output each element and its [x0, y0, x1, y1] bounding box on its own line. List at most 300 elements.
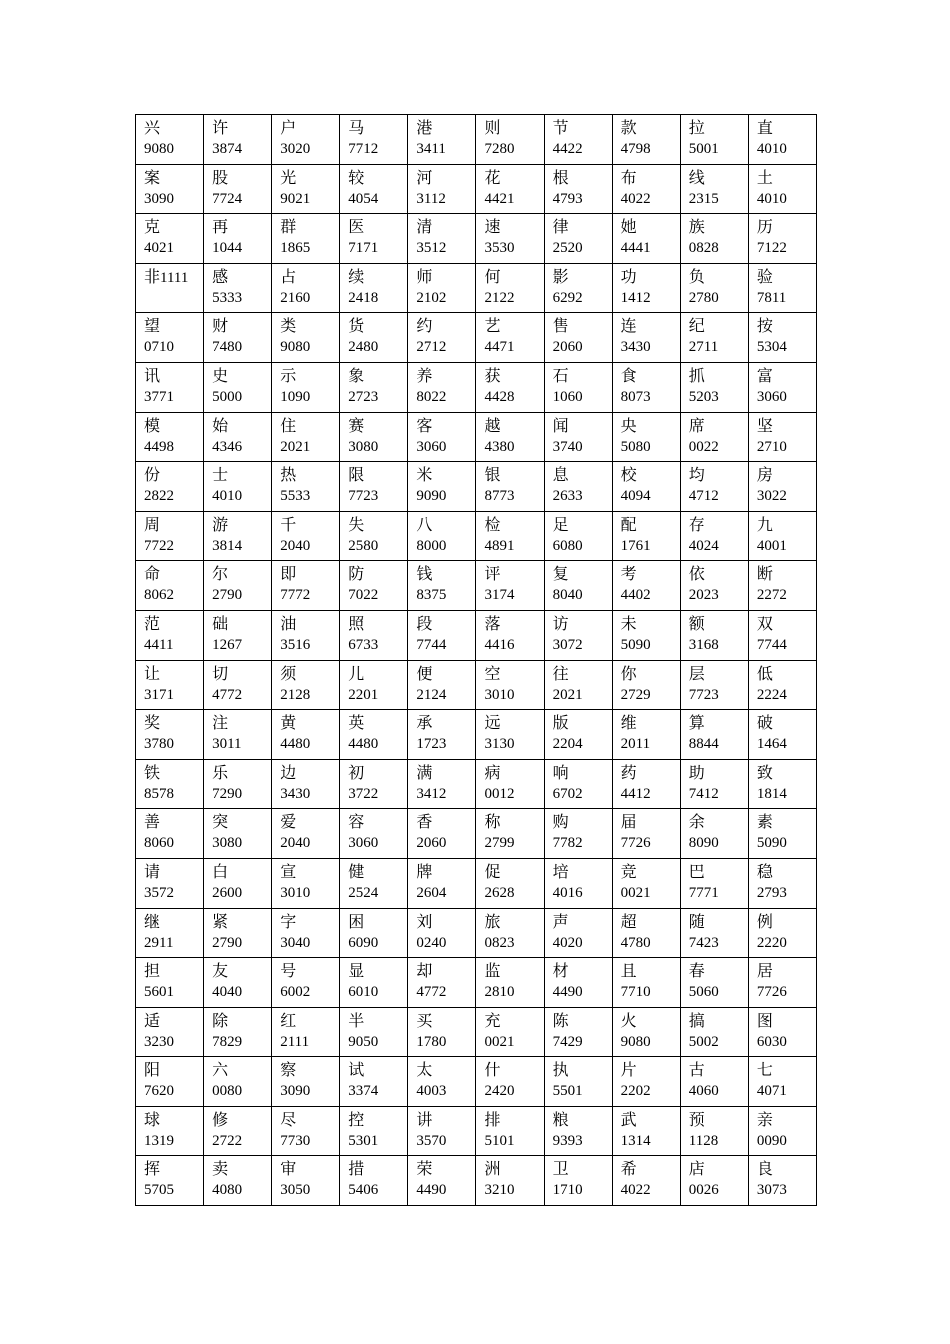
telegraph-code: 8578 [144, 785, 174, 802]
character: 钱 [416, 564, 433, 584]
table-row [136, 1007, 817, 1057]
table-cell [476, 908, 544, 958]
table-cell [476, 412, 544, 462]
telegraph-code: 1090 [280, 388, 311, 405]
table-cell [544, 412, 612, 462]
table-cell [748, 759, 816, 809]
telegraph-code: 5333 [212, 289, 243, 306]
telegraph-code: 6010 [348, 984, 379, 1001]
telegraph-code: 9080 [620, 1033, 651, 1050]
table-cell [136, 362, 204, 412]
character: 响 [552, 762, 569, 782]
character: 英 [348, 713, 365, 733]
table-cell [136, 1007, 204, 1057]
table-cell [272, 1057, 340, 1107]
table-cell [680, 858, 748, 908]
table-cell [544, 610, 612, 660]
table-cell [544, 1156, 612, 1206]
telegraph-code: 4428 [484, 388, 515, 405]
character: 房 [756, 465, 773, 485]
table-cell [136, 1106, 204, 1156]
table-cell [408, 1007, 476, 1057]
telegraph-code: 2011 [620, 736, 651, 753]
table-cell [204, 561, 272, 611]
character: 算 [688, 713, 705, 733]
character: 紧 [212, 911, 229, 931]
telegraph-code: 1723 [416, 736, 447, 753]
table-row [136, 610, 817, 660]
telegraph-code: 1319 [144, 1132, 174, 1149]
telegraph-code: 7710 [620, 984, 651, 1001]
table-cell [544, 660, 612, 710]
telegraph-code: 2633 [552, 488, 583, 505]
telegraph-code: 4441 [620, 240, 651, 257]
telegraph-code: 3080 [348, 438, 379, 455]
character: 武 [620, 1109, 637, 1129]
telegraph-code: 3411 [416, 141, 446, 157]
table-cell [136, 412, 204, 462]
character: 洲 [484, 1159, 501, 1179]
character: 执 [552, 1060, 569, 1080]
table-cell [612, 809, 680, 859]
table-cell [680, 1156, 748, 1206]
table-cell [136, 809, 204, 859]
table-cell [340, 214, 408, 264]
telegraph-code: 4080 [212, 1182, 243, 1199]
telegraph-code: 9021 [280, 190, 311, 207]
table-cell [476, 214, 544, 264]
character: 你 [620, 663, 637, 683]
telegraph-code: 7480 [212, 339, 243, 356]
character: 病 [484, 762, 501, 782]
character: 份 [144, 465, 161, 485]
table-row [136, 908, 817, 958]
telegraph-code: 2124 [416, 686, 447, 703]
table-cell [476, 759, 544, 809]
table-cell [612, 1057, 680, 1107]
table-cell [340, 115, 408, 165]
character: 光 [280, 167, 297, 187]
character: 获 [484, 365, 501, 385]
table-cell [408, 908, 476, 958]
table-cell [544, 561, 612, 611]
table-cell [612, 1007, 680, 1057]
telegraph-code: 1267 [212, 636, 243, 653]
telegraph-code: 3060 [756, 388, 787, 405]
telegraph-code: 4003 [416, 1083, 447, 1100]
table-cell [408, 214, 476, 264]
table-cell [136, 610, 204, 660]
table-row [136, 1156, 817, 1206]
character: 火 [620, 1010, 637, 1030]
telegraph-code: 3168 [688, 636, 719, 653]
character: 余 [688, 812, 705, 832]
telegraph-code: 2790 [212, 934, 243, 951]
character: 功 [620, 266, 637, 286]
table-cell [476, 313, 544, 363]
telegraph-code: 8022 [416, 388, 447, 405]
table-cell [544, 214, 612, 264]
telegraph-code: 8060 [144, 835, 174, 852]
table-cell [476, 958, 544, 1008]
code-table [135, 114, 817, 1206]
telegraph-code: 6030 [756, 1033, 787, 1050]
telegraph-code: 7771 [688, 884, 719, 901]
character: 讲 [416, 1109, 433, 1129]
character: 远 [484, 713, 501, 733]
table-cell [340, 908, 408, 958]
character: 类 [280, 316, 297, 336]
telegraph-code: 2793 [756, 884, 787, 901]
table-cell [612, 263, 680, 313]
character: 荣 [416, 1159, 433, 1179]
character: 稳 [756, 861, 773, 881]
code-table-body [136, 115, 817, 1206]
character: 土 [756, 167, 773, 187]
table-cell [748, 462, 816, 512]
character: 油 [280, 613, 297, 633]
table-cell [680, 412, 748, 462]
table-cell [136, 660, 204, 710]
table-cell [476, 660, 544, 710]
telegraph-code: 4480 [348, 736, 379, 753]
telegraph-code: 2822 [144, 488, 174, 505]
telegraph-code: 3090 [144, 190, 174, 207]
character: 春 [688, 961, 705, 981]
table-cell [340, 462, 408, 512]
character: 且 [620, 961, 637, 981]
telegraph-code: 9393 [552, 1132, 583, 1149]
telegraph-code: 4793 [552, 190, 583, 207]
telegraph-code: 3080 [212, 835, 243, 852]
character: 层 [688, 663, 705, 683]
character: 六 [212, 1060, 229, 1080]
character: 赛 [348, 415, 365, 435]
table-cell [408, 710, 476, 760]
telegraph-code: 3780 [144, 736, 174, 753]
telegraph-code: 1128 [688, 1132, 719, 1149]
telegraph-code: 4772 [416, 984, 447, 1001]
character: 游 [212, 514, 229, 534]
character: 案 [144, 167, 161, 187]
table-cell [408, 610, 476, 660]
telegraph-code: 2040 [280, 537, 311, 554]
telegraph-code: 2023 [688, 587, 719, 604]
table-cell [612, 858, 680, 908]
telegraph-code: 3011 [212, 736, 242, 753]
telegraph-code: 9080 [144, 141, 174, 157]
character: 访 [552, 613, 569, 633]
telegraph-code: 6733 [348, 636, 379, 653]
telegraph-code: 7620 [144, 1083, 174, 1100]
table-cell [340, 313, 408, 363]
telegraph-code: 7811 [756, 289, 787, 306]
telegraph-code: 3020 [280, 141, 311, 157]
character: 越 [484, 415, 501, 435]
character: 届 [620, 812, 637, 832]
telegraph-code: 0021 [484, 1033, 515, 1050]
telegraph-code: 2102 [416, 289, 447, 306]
telegraph-code: 7730 [280, 1132, 311, 1149]
table-row [136, 115, 817, 165]
table-row [136, 958, 817, 1008]
character: 培 [552, 861, 569, 881]
table-cell [612, 462, 680, 512]
telegraph-code: 2524 [348, 884, 379, 901]
table-cell [272, 1007, 340, 1057]
table-cell [612, 610, 680, 660]
character: 察 [280, 1060, 297, 1080]
table-cell [272, 958, 340, 1008]
table-cell [612, 115, 680, 165]
table-cell [272, 759, 340, 809]
table-cell [204, 1106, 272, 1156]
table-cell [340, 809, 408, 859]
table-cell [748, 313, 816, 363]
table-cell [204, 263, 272, 313]
telegraph-code: 6292 [552, 289, 583, 306]
character: 购 [552, 812, 569, 832]
telegraph-code: 2729 [620, 686, 651, 703]
character: 字 [280, 911, 297, 931]
character: 货 [348, 316, 365, 336]
table-cell [272, 214, 340, 264]
character: 香 [416, 812, 433, 832]
telegraph-code: 4016 [552, 884, 583, 901]
table-cell [544, 511, 612, 561]
table-cell [136, 164, 204, 214]
telegraph-code: 8062 [144, 587, 174, 604]
table-cell [408, 809, 476, 859]
telegraph-code: 4891 [484, 537, 515, 554]
character: 低 [756, 663, 773, 683]
table-cell [748, 908, 816, 958]
telegraph-code: 0026 [688, 1182, 719, 1199]
character: 半 [348, 1010, 365, 1030]
table-cell [680, 660, 748, 710]
table-cell [612, 511, 680, 561]
table-row [136, 660, 817, 710]
character: 讯 [144, 365, 161, 385]
table-cell [748, 412, 816, 462]
telegraph-code: 3530 [484, 240, 515, 257]
character: 空 [484, 663, 501, 683]
character: 爱 [280, 812, 297, 832]
telegraph-code: 7772 [280, 587, 311, 604]
character: 什 [484, 1060, 501, 1080]
telegraph-code: 4416 [484, 636, 515, 653]
telegraph-code: 2604 [416, 884, 447, 901]
table-cell [204, 710, 272, 760]
table-cell [544, 809, 612, 859]
table-cell [272, 115, 340, 165]
character: 助 [688, 762, 705, 782]
character: 卖 [212, 1159, 229, 1179]
table-cell [408, 164, 476, 214]
character: 售 [552, 316, 569, 336]
character: 素 [756, 812, 773, 832]
table-cell [680, 313, 748, 363]
table-cell [340, 561, 408, 611]
table-cell [408, 1156, 476, 1206]
telegraph-code: 2722 [212, 1132, 243, 1149]
character: 断 [756, 564, 773, 584]
telegraph-code: 0823 [484, 934, 515, 951]
telegraph-code: 8090 [688, 835, 719, 852]
telegraph-code: 4498 [144, 438, 174, 455]
telegraph-code: 3040 [280, 934, 311, 951]
telegraph-code: 7423 [688, 934, 719, 951]
table-row [136, 263, 817, 313]
telegraph-code: 8844 [688, 736, 719, 753]
character: 版 [552, 713, 569, 733]
character: 满 [416, 762, 433, 782]
character: 按 [756, 316, 773, 336]
table-cell [544, 115, 612, 165]
telegraph-code: 6002 [280, 984, 311, 1001]
telegraph-code: 4054 [348, 190, 379, 207]
table-cell [612, 1156, 680, 1206]
table-cell [272, 511, 340, 561]
telegraph-code: 3112 [416, 190, 446, 207]
table-cell [748, 1106, 816, 1156]
character: 考 [620, 564, 637, 584]
table-cell [612, 561, 680, 611]
table-cell [136, 958, 204, 1008]
table-cell [680, 759, 748, 809]
character: 律 [552, 217, 569, 237]
telegraph-code: 4422 [552, 141, 583, 157]
telegraph-code: 2111 [280, 1033, 310, 1050]
character: 础 [212, 613, 229, 633]
table-cell [136, 1057, 204, 1107]
telegraph-code: 5304 [756, 339, 787, 356]
character: 困 [348, 911, 365, 931]
table-cell [408, 511, 476, 561]
character: 银 [484, 465, 501, 485]
telegraph-code: 4020 [552, 934, 583, 951]
telegraph-code: 5101 [484, 1132, 515, 1149]
table-cell [272, 660, 340, 710]
telegraph-code: 3060 [348, 835, 379, 852]
character: 较 [348, 167, 365, 187]
character: 始 [212, 415, 229, 435]
table-row [136, 164, 817, 214]
character: 图 [756, 1010, 773, 1030]
telegraph-code: 7723 [688, 686, 719, 703]
character: 感 [212, 266, 229, 286]
character: 巴 [688, 861, 705, 881]
character: 财 [212, 316, 229, 336]
telegraph-code: 4346 [212, 438, 243, 455]
table-cell [544, 263, 612, 313]
character: 铁 [144, 762, 161, 782]
character: 挥 [144, 1159, 161, 1179]
table-cell [340, 412, 408, 462]
table-cell [204, 412, 272, 462]
table-cell [340, 610, 408, 660]
character: 维 [620, 713, 637, 733]
character: 促 [484, 861, 501, 881]
table-cell [204, 759, 272, 809]
table-cell [680, 115, 748, 165]
character: 非 [144, 266, 161, 286]
character: 声 [552, 911, 569, 931]
table-row [136, 214, 817, 264]
telegraph-code: 0828 [688, 240, 719, 257]
telegraph-code: 7022 [348, 587, 379, 604]
telegraph-code: 2799 [484, 835, 515, 852]
character: 八 [416, 514, 433, 534]
telegraph-code: 1412 [620, 289, 651, 306]
character: 命 [144, 564, 161, 584]
telegraph-code: 7782 [552, 835, 583, 852]
table-cell [476, 710, 544, 760]
telegraph-code: 5080 [620, 438, 651, 455]
character: 亲 [756, 1109, 773, 1129]
telegraph-code: 2712 [416, 339, 447, 356]
table-cell [408, 412, 476, 462]
telegraph-code: 4772 [212, 686, 243, 703]
character: 排 [484, 1109, 501, 1129]
table-cell [408, 263, 476, 313]
telegraph-code: 4010 [756, 141, 787, 157]
table-cell [748, 115, 816, 165]
telegraph-code: 1060 [552, 388, 583, 405]
character: 布 [620, 167, 637, 187]
character: 千 [280, 514, 297, 534]
table-cell [544, 362, 612, 412]
table-cell [408, 1057, 476, 1107]
character: 片 [620, 1060, 637, 1080]
character: 石 [552, 365, 569, 385]
table-cell [272, 561, 340, 611]
table-cell [340, 362, 408, 412]
table-row [136, 710, 817, 760]
table-cell [544, 710, 612, 760]
character: 未 [620, 613, 637, 633]
table-cell [272, 809, 340, 859]
character: 配 [620, 514, 637, 534]
table-cell [272, 710, 340, 760]
table-cell [612, 164, 680, 214]
character: 请 [144, 861, 161, 881]
table-cell [680, 164, 748, 214]
character: 央 [620, 415, 637, 435]
character: 健 [348, 861, 365, 881]
telegraph-code: 2418 [348, 289, 379, 306]
table-cell [748, 511, 816, 561]
table-cell [476, 164, 544, 214]
telegraph-code: 4490 [552, 984, 583, 1001]
character: 失 [348, 514, 365, 534]
character: 称 [484, 812, 501, 832]
table-cell [476, 858, 544, 908]
table-cell [476, 1106, 544, 1156]
character: 食 [620, 365, 637, 385]
character: 周 [144, 514, 161, 534]
character: 善 [144, 812, 161, 832]
telegraph-code: 0080 [212, 1083, 243, 1100]
telegraph-code: 2122 [484, 289, 515, 306]
table-cell [476, 1156, 544, 1206]
telegraph-code: 3230 [144, 1033, 174, 1050]
table-row [136, 1106, 817, 1156]
table-cell [340, 263, 408, 313]
telegraph-code: 7429 [552, 1033, 583, 1050]
table-cell [476, 1057, 544, 1107]
character: 兴 [144, 118, 161, 137]
